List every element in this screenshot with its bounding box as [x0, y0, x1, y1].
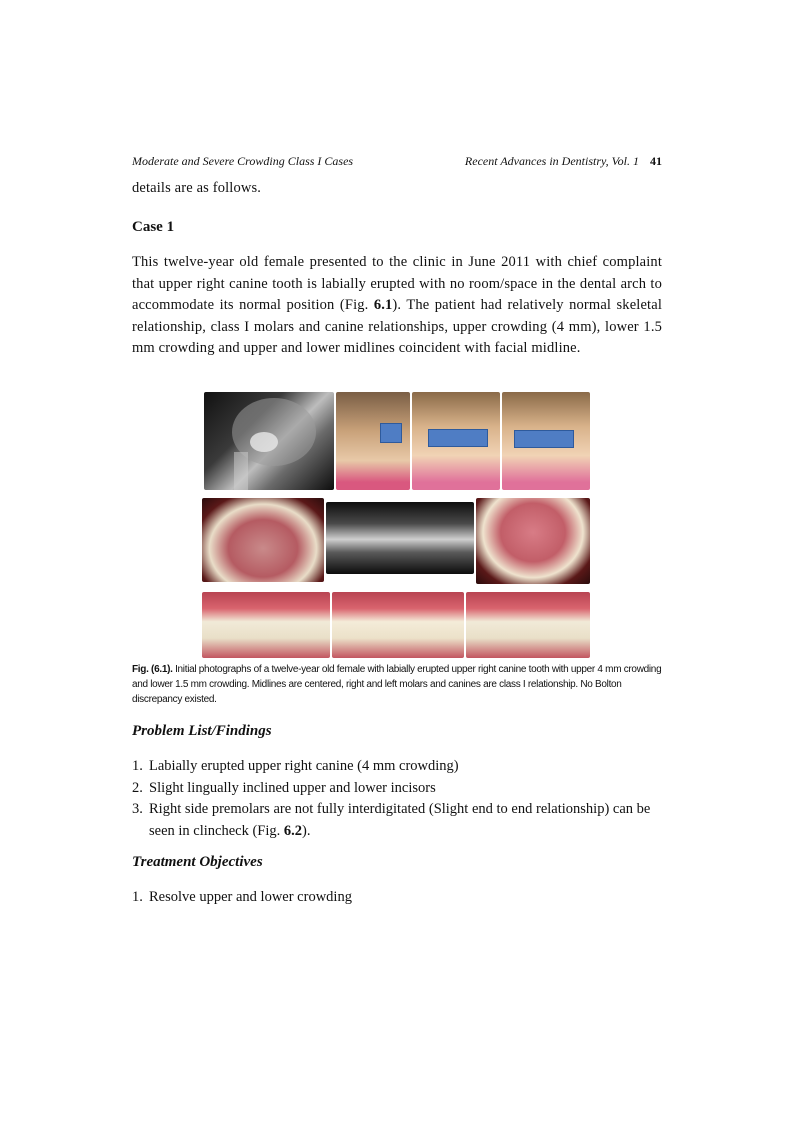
caption-text: Initial photographs of a twelve-year old female with labially erupted upper right canine tooth with upper 4 mm crowding and lower 1.5 mm crowding. Midlines are centered, right and left molars and canines are class I relationship. No Bolton discrepancy existed.: [132, 664, 662, 705]
list-item: 1. Labially erupted upper right canine (4 mm crowding): [132, 758, 459, 774]
profile-photo: [336, 392, 410, 490]
list-item: 2. Slight lingually inclined upper and lower incisors: [132, 779, 436, 796]
list-item: 1. Resolve upper and lower crowding: [132, 889, 352, 905]
upper-occlusal-photo: [202, 498, 324, 582]
problem-list: [132, 756, 664, 842]
figure-6-1: [202, 392, 592, 658]
skull-silhouette-icon: [204, 392, 334, 490]
caption-label: Fig. (6.1).: [132, 664, 173, 675]
eye-mask-block: [380, 423, 402, 443]
running-header: [132, 154, 662, 169]
right-buccal-photo: [202, 592, 330, 658]
frontal-intraoral-photo: [332, 592, 464, 658]
case-heading: Case 1: [132, 219, 175, 235]
eye-mask-block: [514, 430, 574, 448]
intro-fragment: details are as follows.: [132, 180, 262, 196]
case-paragraph: [132, 252, 662, 360]
case-paragraph-text-end: ). The patient had relatively normal skeletal relationship, class I molars and canine relationships, upper crowding (4 mm), lower 1.5 mm crowding and upper and lower midlines coincident with facial midline.: [132, 297, 662, 356]
eye-mask-block: [428, 429, 488, 447]
problem-list-heading: Problem List/Findings: [132, 723, 272, 739]
treatment-objectives-list: [132, 887, 664, 909]
left-buccal-photo: [466, 592, 590, 658]
smiling-frontal-photo: [412, 392, 500, 490]
case-paragraph-text: This twelve-year old female presented to the clinic in June 2011 with chief complaint that upper right canine tooth is labially erupted with no room/space in the dental arch to accommodate its normal position (Fig.: [132, 254, 662, 313]
header-book-title: Recent Advances in Dentistry, Vol. 1: [464, 154, 639, 168]
frontal-photo: [502, 392, 590, 490]
header-chapter-title: Moderate and Severe Crowding Class I Cases: [132, 154, 354, 168]
figure-reference: 6.2: [283, 822, 303, 839]
figure-caption: [132, 662, 664, 707]
header-book-info: [465, 154, 662, 169]
list-item: 3. Right side premolars are not fully interdigitated (Slight end to end relationship) can be seen in clincheck (Fig. 6.2).: [132, 801, 651, 839]
treatment-objectives-heading: Treatment Objectives: [132, 854, 263, 870]
panoramic-xray-photo: [326, 502, 474, 574]
lower-occlusal-photo: [476, 498, 590, 584]
page-number: 41: [650, 154, 662, 168]
cephalometric-xray-photo: [204, 392, 334, 490]
figure-reference: 6.1: [373, 297, 393, 313]
